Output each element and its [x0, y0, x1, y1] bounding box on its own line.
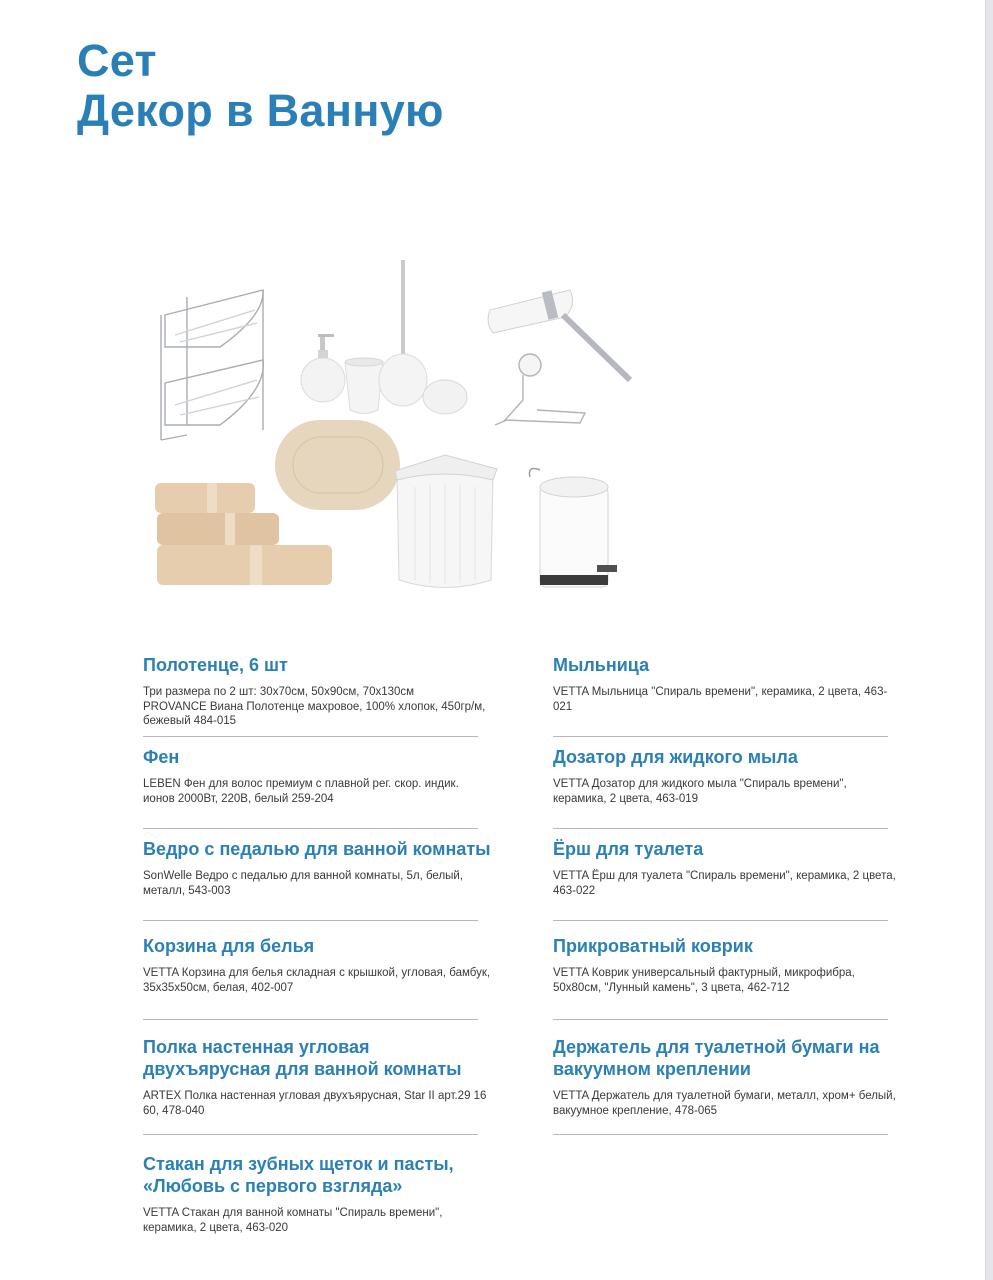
divider [553, 828, 888, 829]
product-description: ARTEX Полка настенная угловая двухъярусная, Star II арт.29 16 60, 478-040 [143, 1090, 487, 1117]
product-name: Ведро с педалью для ванной комнаты [143, 839, 491, 859]
product-name: Держатель для туалетной бумаги на вакуумном креплении [553, 1037, 880, 1079]
product-item [553, 654, 903, 714]
product-item [553, 746, 903, 806]
divider [143, 828, 478, 829]
product-name: Стакан для зубных щеток и пасты, «Любовь с первого взгляда» [143, 1154, 454, 1196]
page-edge [985, 0, 993, 1280]
product-description: Три размера по 2 шт: 30х70см, 50х90см, 70х130см PROVANCE Виана Полотенце махровое, 100% хлопок, 450гр/м, бежевый 484-015 [143, 686, 486, 727]
divider [553, 920, 888, 921]
product-name: Мыльница [553, 655, 650, 675]
product-name: Ёрш для туалета [553, 839, 704, 859]
product-item [143, 838, 493, 898]
hair-dryer-icon [488, 290, 630, 380]
product-name: Фен [143, 747, 180, 767]
pedal-bin-icon [529, 469, 617, 587]
title-line-2: Декор в Ванную [77, 85, 444, 136]
product-description: VETTA Ёрш для туалета "Спираль времени", керамика, 2 цвета, 463-022 [553, 870, 896, 897]
page-title [77, 36, 444, 136]
paper-holder-icon [495, 354, 585, 425]
divider [143, 736, 478, 737]
product-item [553, 838, 903, 898]
product-description: VETTA Держатель для туалетной бумаги, металл, хром+ белый, вакуумное крепление, 478-065 [553, 1090, 896, 1117]
divider [553, 1019, 888, 1020]
product-collage [145, 255, 645, 600]
divider [143, 1019, 478, 1020]
product-item [143, 1036, 493, 1118]
laundry-basket-icon [395, 455, 497, 588]
product-name: Полка настенная угловая двухъярусная для ванной комнаты [143, 1037, 462, 1079]
product-name: Прикроватный коврик [553, 936, 753, 956]
product-item [143, 746, 493, 806]
divider [143, 1134, 478, 1135]
soap-dispenser-icon [301, 334, 345, 402]
toilet-brush-icon [379, 260, 427, 406]
title-line-1: Сет [77, 35, 157, 86]
divider [143, 920, 478, 921]
product-item [143, 654, 493, 729]
product-name: Полотенце, 6 шт [143, 655, 288, 675]
product-description: VETTA Стакан для ванной комнаты "Спираль времени", керамика, 2 цвета, 463-020 [143, 1207, 443, 1234]
bath-mat-icon [275, 420, 400, 510]
product-item [553, 935, 903, 995]
product-description: VETTA Мыльница "Спираль времени", керамика, 2 цвета, 463-021 [553, 686, 888, 713]
product-name: Корзина для белья [143, 936, 315, 956]
product-description: VETTA Корзина для белья складная с крышкой, угловая, бамбук, 35х35х50см, белая, 402-007 [143, 967, 491, 994]
product-description: VETTA Дозатор для жидкого мыла "Спираль времени", керамика, 2 цвета, 463-019 [553, 778, 847, 805]
product-item [553, 1036, 903, 1118]
divider [553, 1134, 888, 1135]
product-name: Дозатор для жидкого мыла [553, 747, 798, 767]
product-description: SonWelle Ведро с педалью для ванной комнаты, 5л, белый, металл, 543-003 [143, 870, 464, 897]
product-description: LEBEN Фен для волос премиум с плавной рег. скор. индик. ионов 2000Вт, 220В, белый 259-204 [143, 778, 459, 805]
soap-dish-icon [423, 380, 467, 414]
product-item [143, 1153, 493, 1235]
product-item [143, 935, 493, 995]
divider [553, 736, 888, 737]
cup-icon [345, 358, 383, 414]
corner-shelf-icon [161, 290, 263, 440]
product-description: VETTA Коврик универсальный фактурный, микрофибра, 50х80см, "Лунный камень", 3 цвета, 462-712 [553, 967, 855, 994]
